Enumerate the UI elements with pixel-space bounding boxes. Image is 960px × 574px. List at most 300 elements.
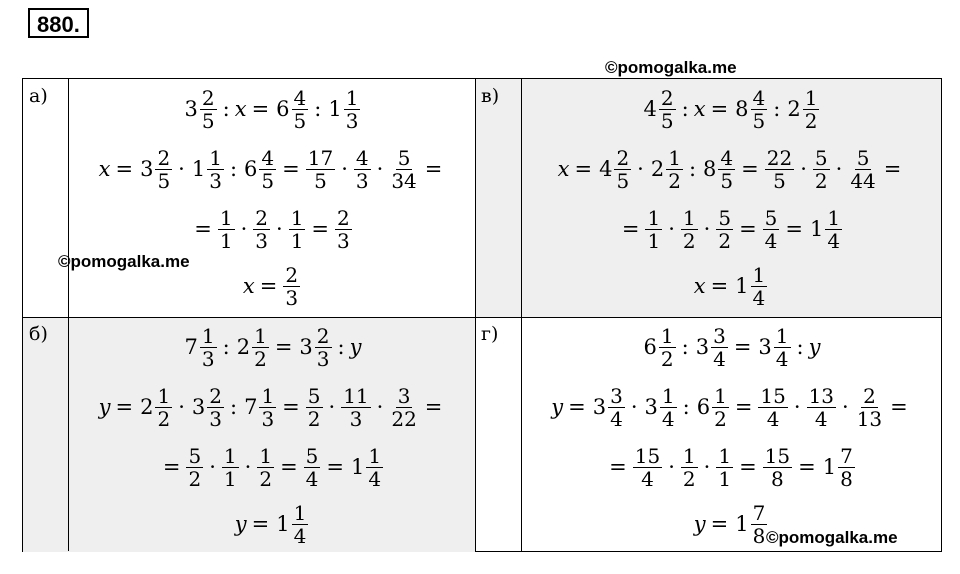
operator: =: [785, 217, 804, 241]
equation-line: [98, 377, 447, 437]
denominator: 4: [827, 228, 841, 253]
variable: x: [242, 274, 255, 298]
numerator: 1: [804, 85, 818, 110]
numerator: 4: [355, 145, 369, 170]
denominator: 5: [752, 108, 766, 133]
fraction: [200, 87, 217, 132]
operator: =: [326, 455, 345, 479]
operator: ·: [703, 455, 711, 479]
numerator: 2: [863, 383, 876, 408]
operator: =: [251, 97, 270, 121]
label-v: в): [481, 85, 500, 107]
equation-line: [182, 317, 363, 377]
fraction: [758, 385, 787, 430]
fraction: [292, 87, 309, 132]
fraction: [838, 445, 855, 490]
denominator: 2: [718, 228, 732, 253]
fraction: [222, 445, 239, 490]
equation-line: [618, 199, 844, 259]
operator: =: [282, 395, 300, 419]
operator: ·: [341, 157, 348, 181]
equation-line: [693, 259, 770, 313]
numerator: 1: [714, 383, 727, 408]
denominator: 13: [856, 406, 883, 431]
numerator: 17: [307, 145, 334, 170]
variable: y: [234, 512, 247, 536]
numerator: 5: [305, 443, 319, 468]
operator: ·: [637, 157, 644, 181]
operator: :: [773, 97, 781, 121]
fraction: [681, 445, 698, 490]
fraction: [315, 325, 332, 370]
denominator: 5: [660, 108, 674, 133]
watermark-top: ©pomogalka.me: [605, 58, 737, 77]
operator: ·: [209, 455, 216, 479]
denominator: 5: [293, 108, 307, 133]
operator: =: [798, 455, 816, 479]
whole-number: 3: [695, 335, 710, 359]
fraction: [335, 207, 352, 252]
solution-v: [521, 79, 941, 313]
operator: ·: [244, 455, 252, 479]
fraction: [389, 385, 418, 430]
operator: :: [688, 157, 697, 181]
fraction: [763, 207, 780, 252]
whole-number: 6: [244, 157, 258, 181]
operator: ·: [835, 157, 843, 181]
fraction: [155, 147, 172, 192]
denominator: 3: [209, 168, 222, 193]
operator: =: [162, 455, 181, 479]
fraction: [252, 325, 269, 370]
label-a: а): [29, 85, 48, 107]
problem-number: 880.: [28, 8, 89, 38]
denominator: 8: [840, 466, 853, 491]
equation-line: [98, 139, 447, 199]
cell-v-label-bg: [475, 79, 521, 317]
operator: =: [424, 157, 443, 181]
fraction: [259, 147, 276, 192]
denominator: 4: [713, 346, 726, 371]
denominator: 2: [682, 228, 696, 253]
equation-line: [159, 437, 385, 497]
whole-number: 3: [184, 97, 198, 121]
equation-line: [557, 139, 906, 199]
operator: =: [574, 157, 593, 181]
numerator: 1: [647, 205, 661, 230]
operator: =: [609, 455, 627, 479]
operator: =: [115, 395, 134, 419]
operator: ·: [668, 217, 675, 241]
operator: =: [274, 335, 293, 359]
numerator: 15: [760, 383, 786, 408]
whole-number: 2: [140, 395, 154, 419]
equation-line: [693, 497, 770, 551]
fraction: [718, 147, 735, 192]
fraction: [660, 385, 677, 430]
denominator: 2: [682, 466, 696, 491]
solution-g: [521, 317, 941, 551]
whole-number: 2: [787, 97, 801, 121]
fraction: [259, 385, 276, 430]
operator: ·: [800, 157, 807, 181]
fraction: [207, 147, 224, 192]
denominator: 22: [391, 406, 417, 431]
numerator: 1: [368, 443, 382, 468]
fraction: [711, 325, 728, 370]
numerator: 15: [634, 443, 661, 468]
denominator: 3: [316, 346, 330, 371]
numerator: 5: [188, 443, 202, 468]
operator: :: [314, 97, 322, 121]
fraction: [633, 445, 662, 490]
fraction: [659, 87, 676, 132]
fraction: [774, 325, 791, 370]
variable: x: [98, 157, 111, 181]
operator: =: [739, 455, 757, 479]
denominator: 2: [259, 466, 273, 491]
operator: =: [733, 335, 752, 359]
whole-number: 6: [643, 335, 657, 359]
fraction: [608, 385, 625, 430]
denominator: 4: [368, 466, 382, 491]
operator: =: [890, 395, 908, 419]
denominator: 3: [355, 168, 369, 193]
numerator: 1: [254, 323, 267, 348]
fraction: [200, 325, 217, 370]
operator: =: [710, 512, 729, 536]
whole-number: 1: [822, 455, 837, 479]
fraction: [155, 385, 172, 430]
fraction: [289, 207, 306, 252]
whole-number: 3: [191, 395, 206, 419]
grid-line: [475, 79, 476, 551]
fraction: [825, 207, 842, 252]
denominator: 4: [661, 406, 675, 431]
whole-number: 6: [696, 395, 711, 419]
whole-number: 1: [735, 274, 749, 298]
numerator: 3: [397, 383, 411, 408]
label-b: б): [29, 323, 48, 345]
operator: =: [621, 217, 640, 241]
numerator: 1: [660, 323, 674, 348]
whole-number: 1: [351, 455, 365, 479]
whole-number: 3: [140, 157, 154, 181]
denominator: 3: [337, 228, 350, 253]
numerator: 7: [840, 443, 853, 468]
equation-line: [641, 317, 822, 377]
fraction: [645, 207, 662, 252]
whole-number: 6: [276, 97, 290, 121]
fraction: [283, 264, 300, 309]
operator: :: [796, 335, 804, 359]
fraction: [681, 207, 698, 252]
denominator: 4: [293, 523, 307, 548]
denominator: 4: [305, 466, 319, 491]
denominator: 44: [850, 168, 876, 193]
numerator: 4: [293, 85, 307, 110]
operator: ·: [376, 157, 384, 181]
denominator: 2: [157, 406, 171, 431]
denominator: 5: [720, 168, 734, 193]
numerator: 2: [316, 323, 330, 348]
denominator: 4: [775, 346, 789, 371]
denominator: 8: [771, 466, 784, 491]
variable: y: [693, 512, 706, 536]
operator: :: [222, 97, 230, 121]
cell-b-label-bg: [23, 317, 69, 552]
fraction: [218, 207, 235, 252]
denominator: 1: [647, 228, 661, 253]
fraction: [763, 445, 792, 490]
operator: =: [251, 512, 270, 536]
fraction: [751, 87, 768, 132]
operator: =: [883, 157, 902, 181]
operator: =: [734, 395, 753, 419]
numerator: 1: [752, 262, 766, 287]
operator: =: [115, 157, 134, 181]
fraction: [207, 385, 224, 430]
denominator: 2: [714, 406, 727, 431]
fraction: [304, 445, 321, 490]
numerator: 5: [397, 145, 411, 170]
operator: =: [424, 395, 443, 419]
denominator: 4: [752, 285, 766, 310]
numerator: 13: [808, 383, 835, 408]
numerator: 5: [307, 383, 321, 408]
whole-number: 1: [191, 157, 206, 181]
numerator: 1: [201, 323, 215, 348]
whole-number: 1: [735, 512, 749, 536]
denominator: 3: [285, 285, 299, 310]
equation-line: [234, 497, 311, 551]
denominator: 2: [804, 108, 818, 133]
variable: y: [808, 335, 821, 359]
numerator: 2: [660, 85, 674, 110]
numerator: 5: [814, 145, 828, 170]
operator: =: [710, 274, 729, 298]
numerator: 1: [775, 323, 789, 348]
numerator: 4: [261, 145, 275, 170]
numerator: 1: [293, 500, 307, 525]
numerator: 1: [157, 383, 171, 408]
operator: ·: [240, 217, 248, 241]
fraction: [751, 502, 768, 547]
fraction: [389, 147, 418, 192]
operator: :: [229, 157, 238, 181]
numerator: 3: [610, 383, 623, 408]
fraction: [366, 445, 383, 490]
variable: x: [557, 157, 570, 181]
whole-number: 1: [276, 512, 290, 536]
whole-number: 1: [328, 97, 342, 121]
numerator: 2: [201, 85, 215, 110]
numerator: 5: [764, 205, 778, 230]
denominator: 4: [766, 406, 780, 431]
fraction: [306, 147, 335, 192]
fraction: [848, 147, 877, 192]
numerator: 15: [764, 443, 791, 468]
solution-table: [22, 78, 942, 552]
numerator: 1: [290, 205, 304, 230]
numerator: 1: [682, 205, 696, 230]
denominator: 4: [814, 406, 828, 431]
variable: x: [234, 97, 247, 121]
numerator: 4: [752, 85, 766, 110]
operator: ·: [668, 455, 675, 479]
fraction: [306, 385, 323, 430]
numerator: 1: [219, 205, 233, 230]
denominator: 1: [718, 466, 732, 491]
fraction: [803, 87, 820, 132]
operator: :: [682, 395, 690, 419]
operator: ·: [842, 395, 849, 419]
denominator: 2: [814, 168, 828, 193]
denominator: 4: [641, 466, 654, 491]
denominator: 1: [223, 466, 237, 491]
operator: ·: [630, 395, 638, 419]
numerator: 11: [343, 383, 369, 408]
numerator: 1: [827, 205, 841, 230]
numerator: 1: [718, 443, 732, 468]
numerator: 7: [752, 500, 766, 525]
denominator: 5: [773, 168, 786, 193]
denominator: 4: [764, 228, 778, 253]
numerator: 1: [223, 443, 237, 468]
denominator: 3: [209, 406, 222, 431]
numerator: 22: [766, 145, 793, 170]
whole-number: 2: [650, 157, 665, 181]
whole-number: 7: [244, 395, 258, 419]
denominator: 5: [201, 108, 215, 133]
equation-line: [242, 259, 302, 313]
equation-line: [550, 377, 912, 437]
whole-number: 3: [592, 395, 607, 419]
fraction: [292, 502, 309, 547]
equation-line: [641, 79, 822, 139]
denominator: 1: [290, 228, 304, 253]
denominator: 2: [254, 346, 267, 371]
numerator: 2: [337, 205, 350, 230]
numerator: 1: [661, 383, 675, 408]
numerator: 4: [720, 145, 734, 170]
denominator: 5: [616, 168, 630, 193]
variable: x: [693, 274, 706, 298]
whole-number: 3: [758, 335, 772, 359]
operator: =: [280, 455, 298, 479]
fraction: [855, 385, 884, 430]
equation-line: [190, 199, 354, 259]
denominator: 5: [261, 168, 275, 193]
operator: :: [681, 97, 689, 121]
whole-number: 3: [299, 335, 313, 359]
operator: ·: [703, 217, 711, 241]
numerator: 1: [668, 145, 681, 170]
whole-number: 2: [236, 335, 251, 359]
numerator: 5: [856, 145, 870, 170]
fraction: [253, 207, 270, 252]
operator: =: [739, 217, 757, 241]
denominator: 3: [255, 228, 268, 253]
variable: y: [349, 335, 362, 359]
fraction: [614, 147, 631, 192]
fraction: [716, 207, 733, 252]
denominator: 3: [345, 108, 359, 133]
denominator: 5: [314, 168, 327, 193]
operator: =: [741, 157, 759, 181]
fraction: [659, 325, 676, 370]
operator: =: [282, 157, 300, 181]
equation-line: [605, 437, 857, 497]
solution-b: [69, 317, 475, 551]
operator: :: [681, 335, 689, 359]
denominator: 2: [307, 406, 321, 431]
denominator: 3: [349, 406, 363, 431]
denominator: 2: [188, 466, 202, 491]
fraction: [257, 445, 274, 490]
fraction: [807, 385, 836, 430]
numerator: 3: [713, 323, 726, 348]
operator: ·: [276, 217, 283, 241]
operator: ·: [793, 395, 801, 419]
fraction: [666, 147, 683, 192]
whole-number: 8: [703, 157, 717, 181]
fraction: [765, 147, 794, 192]
variable: y: [551, 395, 564, 419]
whole-number: 8: [735, 97, 749, 121]
variable: x: [693, 97, 706, 121]
operator: :: [229, 395, 238, 419]
solution-a: [69, 79, 475, 313]
operator: =: [311, 217, 330, 241]
operator: =: [259, 274, 278, 298]
numerator: 2: [255, 205, 268, 230]
numerator: 2: [616, 145, 630, 170]
operator: =: [194, 217, 212, 241]
whole-number: 3: [644, 395, 658, 419]
fraction: [712, 385, 729, 430]
numerator: 1: [209, 145, 222, 170]
variable: y: [98, 395, 111, 419]
operator: ·: [178, 157, 185, 181]
numerator: 2: [157, 145, 171, 170]
denominator: 3: [261, 406, 275, 431]
operator: :: [337, 335, 345, 359]
operator: =: [710, 97, 729, 121]
operator: ·: [376, 395, 384, 419]
fraction: [716, 445, 733, 490]
denominator: 8: [752, 523, 766, 548]
denominator: 5: [157, 168, 171, 193]
numerator: 1: [261, 383, 275, 408]
numerator: 5: [718, 205, 732, 230]
fraction: [186, 445, 203, 490]
watermark-left: ©pomogalka.me: [58, 252, 190, 271]
denominator: 2: [668, 168, 681, 193]
operator: =: [568, 395, 586, 419]
whole-number: 7: [184, 335, 198, 359]
fraction: [344, 87, 361, 132]
fraction: [354, 147, 371, 192]
numerator: 1: [682, 443, 696, 468]
whole-number: 4: [599, 157, 613, 181]
fraction: [813, 147, 830, 192]
numerator: 1: [259, 443, 273, 468]
numerator: 1: [345, 85, 359, 110]
denominator: 34: [391, 168, 417, 193]
operator: ·: [178, 395, 185, 419]
denominator: 3: [201, 346, 215, 371]
